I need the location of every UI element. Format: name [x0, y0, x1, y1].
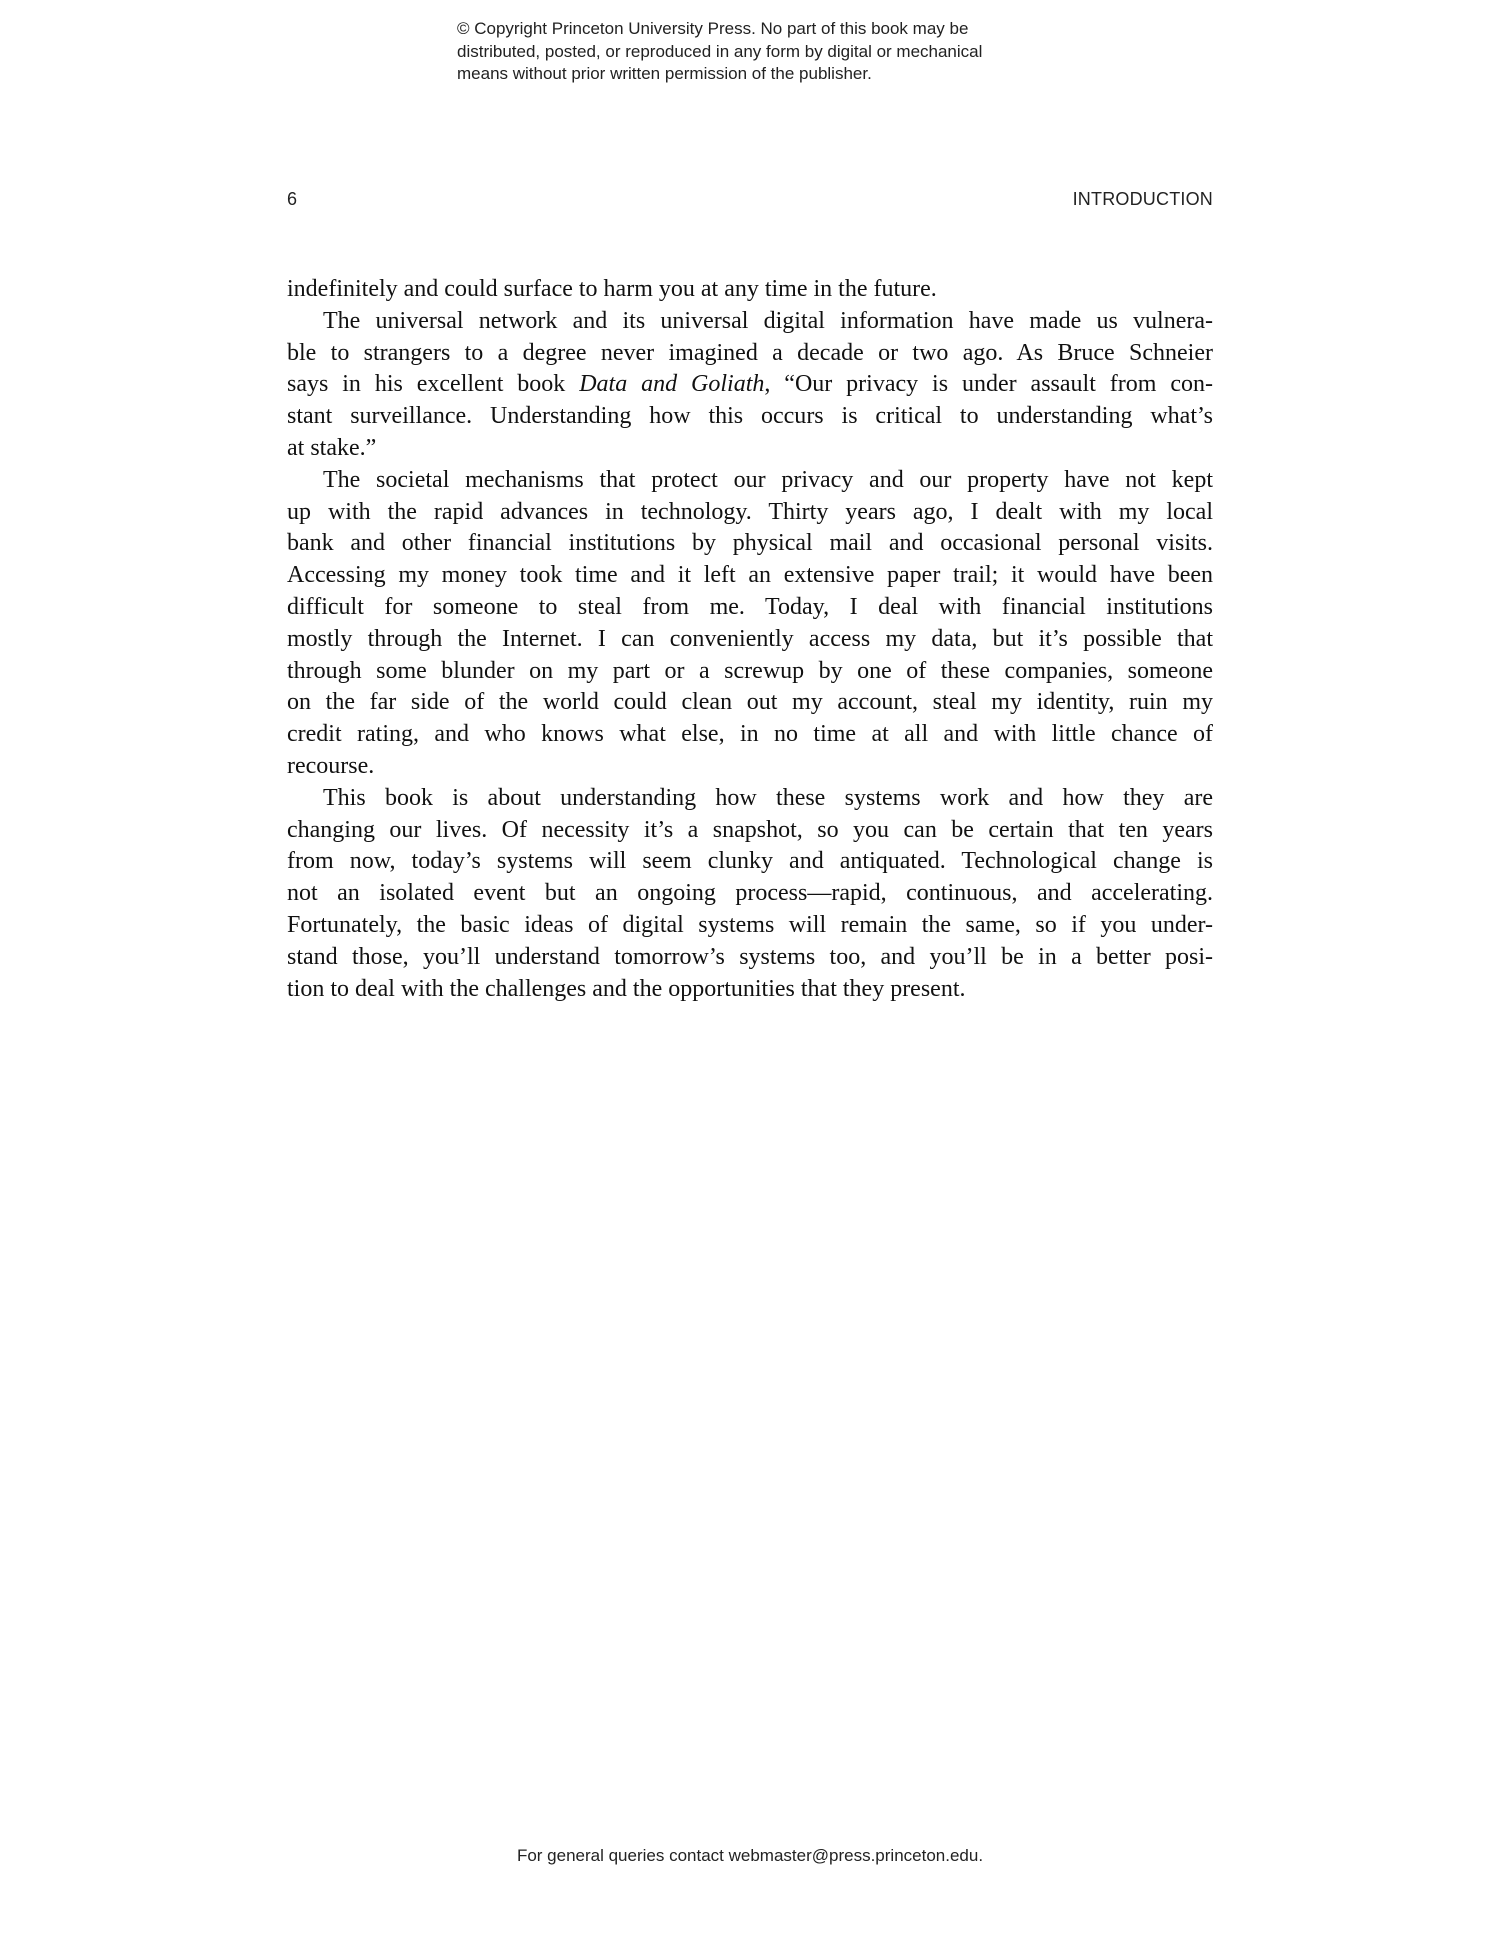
text-line: indefinitely and could surface to harm you at any time in the future.: [287, 276, 937, 302]
text-segment: says in his excellent book: [287, 371, 580, 398]
text-line: The universal network and its universal digital information have made us vulnera-: [323, 307, 1213, 334]
text-line: mostly through the Internet. I can conveniently access my data, but it’s possible that: [287, 625, 1213, 652]
running-head: [287, 189, 1213, 211]
paragraph: [287, 274, 1213, 306]
paragraph: [287, 465, 1213, 783]
footer-text: For general queries contact webmaster@press.princeton.edu.: [516, 1846, 984, 1865]
text-line: changing our lives. Of necessity it’s a snapshot, so you can be certain that ten years: [287, 816, 1213, 843]
text-line: [287, 369, 1213, 401]
text-line: at stake.”: [287, 434, 377, 461]
page-number: 6: [287, 189, 298, 209]
text-line: This book is about understanding how these systems work and how they are: [323, 784, 1213, 811]
book-title-italic: Data and Goliath: [579, 371, 765, 398]
copyright-line: distributed, posted, or reproduced in any form by digital or mechanical: [457, 41, 983, 61]
text-line: ble to strangers to a degree never imagined a decade or two ago. As Bruce Schneier: [287, 339, 1213, 366]
text-line: The societal mechanisms that protect our privacy and our property have not kept: [323, 466, 1213, 493]
text-line: from now, today’s systems will seem clunky and antiquated. Technological change is: [287, 848, 1213, 875]
text-line: stant surveillance. Understanding how this occurs is critical to understanding what’s: [287, 403, 1213, 430]
text-line: bank and other financial institutions by physical mail and occasional personal visits.: [287, 530, 1213, 557]
text-line: credit rating, and who knows what else, in no time at all and with little chance of: [287, 721, 1213, 748]
copyright-line: © Copyright Princeton University Press. No part of this book may be: [457, 19, 969, 38]
text-line: up with the rapid advances in technology. Thirty years ago, I dealt with my local: [287, 498, 1213, 525]
text-line: Fortunately, the basic ideas of digital systems will remain the same, so if you under-: [287, 911, 1213, 938]
body-text: [287, 274, 1213, 1005]
text-line: Accessing my money took time and it left an extensive paper trail; it would have been: [287, 562, 1213, 589]
text-line: tion to deal with the challenges and the opportunities that they present.: [287, 975, 966, 1002]
paragraph: [287, 306, 1213, 465]
text-line: not an isolated event but an ongoing process—rapid, continuous, and accelerating.: [287, 880, 1213, 907]
text-line: on the far side of the world could clean out my account, steal my identity, ruin my: [287, 689, 1213, 716]
text-line: stand those, you’ll understand tomorrow’s systems too, and you’ll be in a better posi-: [287, 943, 1213, 970]
copyright-notice: [457, 18, 1077, 86]
text-line: difficult for someone to steal from me. Today, I deal with financial institutions: [287, 593, 1213, 620]
copyright-line: means without prior written permission of the publisher.: [457, 64, 872, 83]
footer-contact: [0, 1846, 1500, 1866]
chapter-title: INTRODUCTION: [1072, 189, 1213, 209]
text-line: through some blunder on my part or a screwup by one of these companies, someone: [287, 657, 1213, 684]
text-line: recourse.: [287, 752, 375, 779]
text-segment: , “Our privacy is under assault from con-: [764, 371, 1213, 398]
paragraph: [287, 783, 1213, 1006]
